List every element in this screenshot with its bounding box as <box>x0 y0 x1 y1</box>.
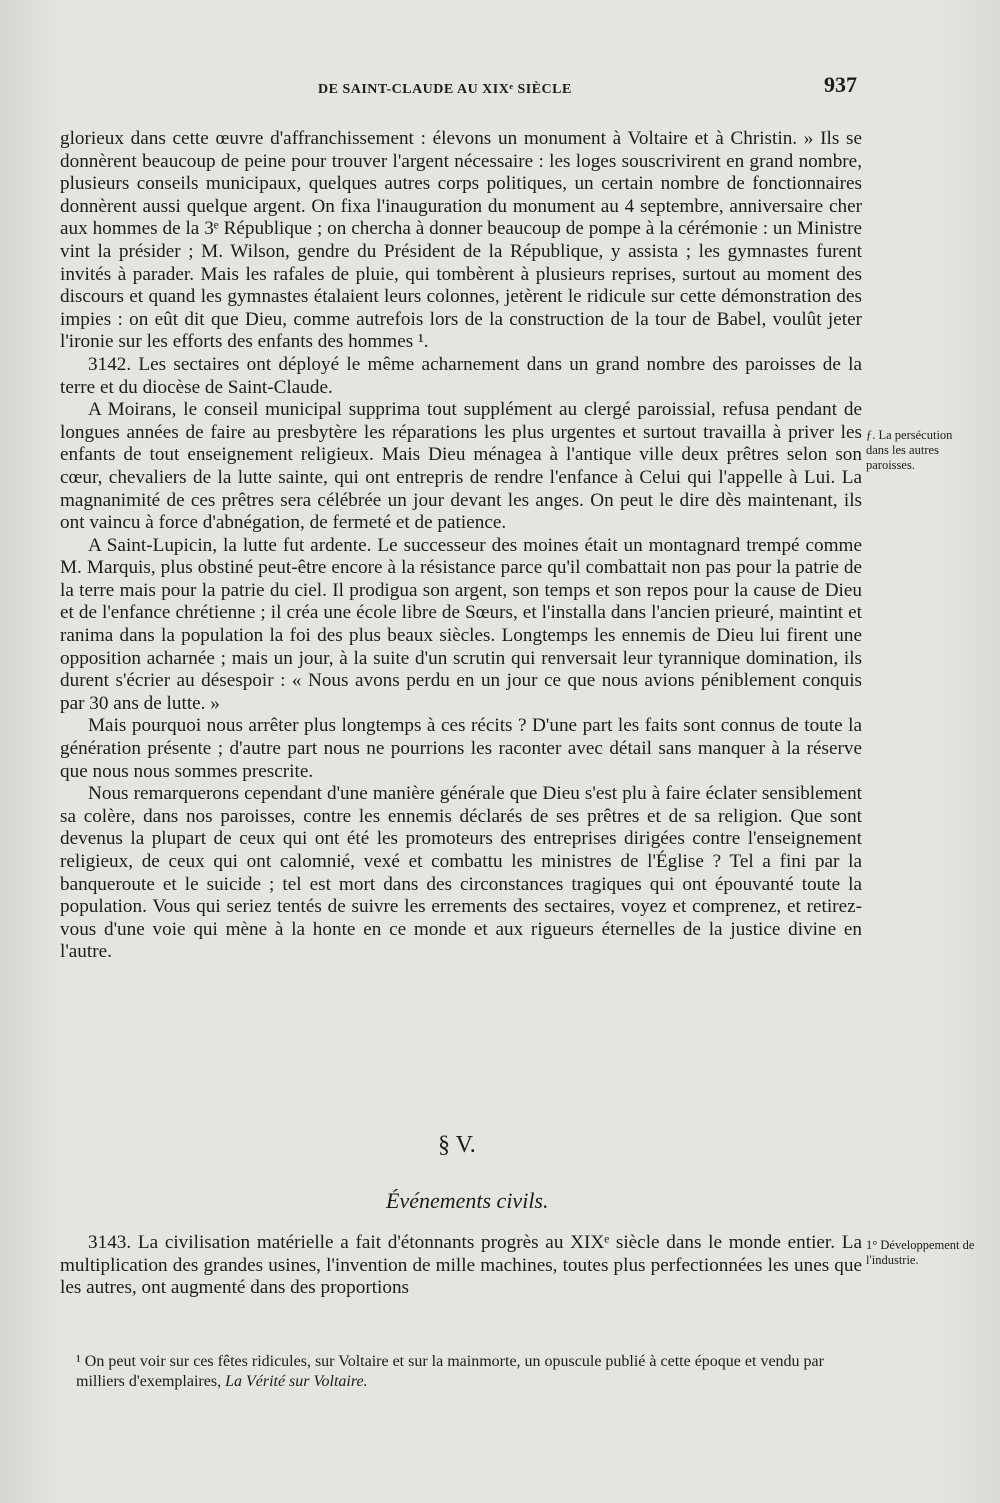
footnote-title: La Vérité sur Voltaire. <box>225 1373 368 1390</box>
paragraph-3143: 3143. La civilisation matérielle a fait d'étonnants progrès au XIXᵉ siècle dans le monde entier. La multiplication des grandes usines, l'invention de mille machines, toutes plus perfectionnées les unes que les autres, ont augmenté dans des proportions <box>60 1232 862 1299</box>
page-number: 937 <box>824 72 857 97</box>
section-title: Événements civils. <box>386 1188 549 1213</box>
paragraph-colere-divine: Nous remarquerons cependant d'une manière générale que Dieu s'est plu à faire éclater sensiblement sa colère, dans nos paroisses, contre les ennemis déclarés de ses prêtres et de sa religion. Que sont devenus la plupart de ceux qui ont été les promoteurs des entreprises dirigées contre l'enseignement religieux, de ceux qui ont calomnié, vexé et combattu les ministres de l'Église ? Tel a fini par la banqueroute et le suicide ; tel est mort dans des circonstances tragiques qui ont épouvanté toute la population. Vous qui seriez tentés de suivre les errements des sectaires, voyez et comprenez, et retirez-vous d'une voie qui mène à la honte en ce monde et aux rigueurs éternelles de la justice divine en l'autre. <box>60 783 862 963</box>
paragraph-recits: Mais pourquoi nous arrêter plus longtemps à ces récits ? D'une part les faits sont connus de toute la génération présente ; d'autre part nous ne pourrions les raconter avec détail sans manquer à la réserve que nous nous sommes prescrite. <box>60 715 862 782</box>
section-mark: § V. <box>438 1132 476 1158</box>
paragraph-moirans: A Moirans, le conseil municipal supprima tout supplément au clergé paroissial, refusa pendant de longues années de faire au presbytère les réparations les plus urgentes et surtout travailla à priver les enfants de tout enseignement religieux. Mais Dieu ménagea à l'antique ville deux prêtres selon son cœur, chevaliers de la lutte sainte, qui ont entrepris de rendre l'enfance à Celui qui l'appelle à Lui. La magnanimité de ces prêtres sera célébrée un jour devant les anges. On peut le dire dès maintenant, ils ont vaincu à force d'abnégation, de fermeté et de patience. <box>60 399 862 534</box>
footnote <box>76 1352 866 1392</box>
paragraph-continuation: glorieux dans cette œuvre d'affranchissement : élevons un monument à Voltaire et à Christin. » Ils se donnèrent beaucoup de peine pour trouver l'argent nécessaire : les loges souscrivirent en grand nombre, plusieurs conseils municipaux, quelques autres corps politiques, un certain nombre de fonctionnaires donnèrent aussi quelque argent. On fixa l'inauguration du monument au 4 septembre, anniversaire cher aux hommes de la 3ᵉ République ; on chercha à donner beaucoup de pompe à la cérémonie : un Ministre vint la présider ; M. Wilson, gendre du Président de la République, y assista ; les gymnastes furent invités à parader. Mais les rafales de pluie, qui tombèrent à plusieurs reprises, surtout au moment des discours et quand les gymnastes étalaient leurs colonnes, jetèrent le ridicule sur cette démonstration des impies : on eût dit que Dieu, comme autrefois lors de la construction de la tour de Babel, voulût jeter l'ironie sur les efforts des enfants des hommes ¹. <box>60 128 862 353</box>
main-text <box>60 128 862 964</box>
main-text-section-v <box>60 1232 862 1300</box>
paragraph-3142: 3142. Les sectaires ont déployé le même acharnement dans un grand nombre des paroisses de la terre et du diocèse de Saint-Claude. <box>60 353 862 398</box>
footnote-text: ¹ On peut voir sur ces fêtes ridicules, sur Voltaire et sur la mainmorte, un opuscule publié à cette époque et vendu par milliers d'exemplaires, <box>76 1353 824 1390</box>
margin-note-persecution: ƒ. La persécution dans les autres paroisses. <box>866 428 953 472</box>
paragraph-saint-lupicin: A Saint-Lupicin, la lutte fut ardente. Le successeur des moines était un montagnard trempé comme M. Marquis, plus obstiné peut-être encore à la résistance parce qu'il combattait non pas pour la patrie de la terre mais pour la patrie du ciel. Il prodigua son argent, son temps et son repos pour la cause de Dieu et de l'enfance chrétienne ; il créa une école libre de Sœurs, et l'installa dans l'ancien prieuré, maintint et ranima dans la population la foi des plus beaux siècles. Longtemps les ennemis de Dieu lui firent une opposition acharnée ; mais un jour, à la suite d'un scrutin qui renversait leur tyrannique domination, ils durent s'écrier au désespoir : « Nous avons perdu en un jour ce que nous avions péniblement conquis par 30 ans de lutte. » <box>60 534 862 714</box>
margin-note-industrie: 1° Développement de l'industrie. <box>866 1238 975 1267</box>
running-title: DE SAINT-CLAUDE AU XIXᵉ SIÈCLE <box>318 82 572 97</box>
page-header <box>60 72 860 100</box>
